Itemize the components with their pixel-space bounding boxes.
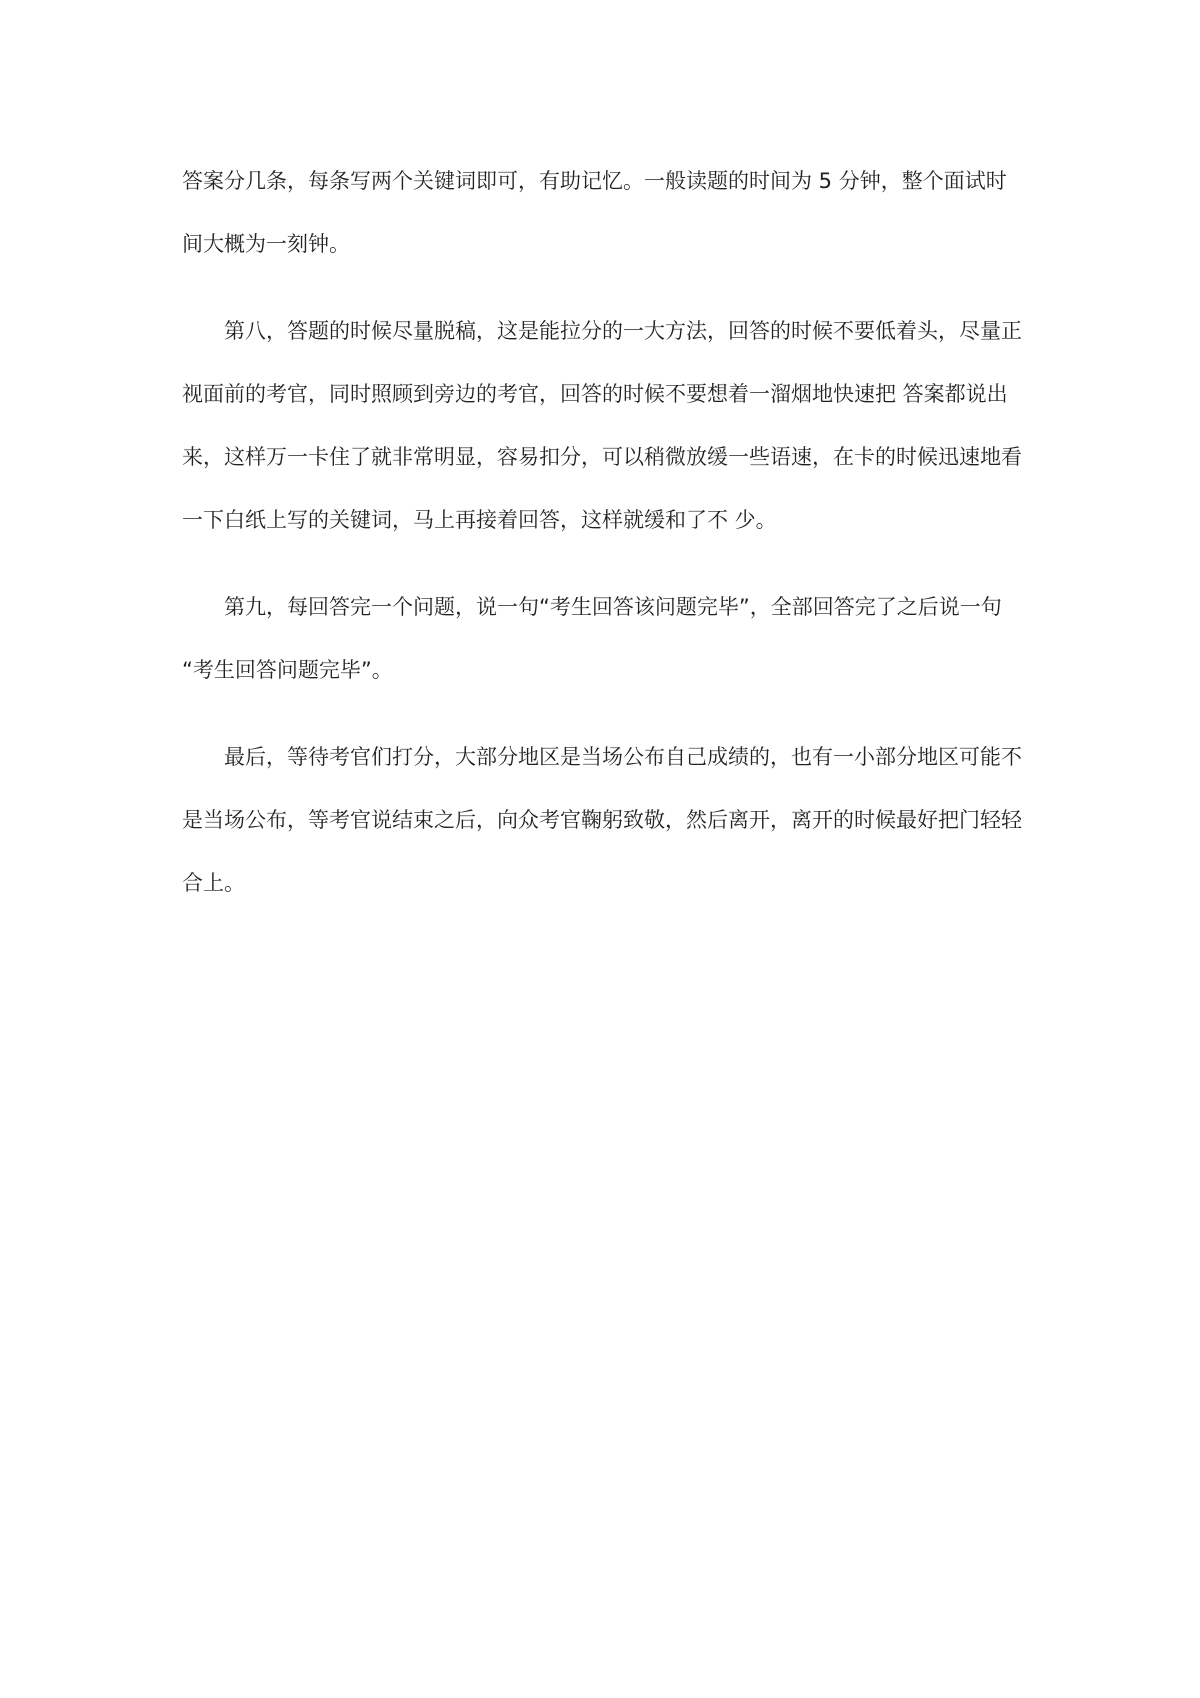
paragraph-line: 一下白纸上写的关键词，马上再接着回答，这样就缓和了不 少。 xyxy=(182,508,777,532)
paragraph-line: “考生回答问题完毕”。 xyxy=(182,658,393,682)
paragraph-line: 最后，等待考官们打分，大部分地区是当场公布自己成绩的，也有一小部分地区可能不 xyxy=(224,745,1022,769)
paragraph-line: 是当场公布，等考官说结束之后，向众考官鞠躬致敬，然后离开，离开的时候最好把门轻轻 xyxy=(182,808,1022,832)
paragraph-line: 第八，答题的时候尽量脱稿，这是能拉分的一大方法，回答的时候不要低着头，尽量正 xyxy=(224,319,1022,343)
paragraph-line: 间大概为一刻钟。 xyxy=(182,232,350,256)
paragraph-line: 合上。 xyxy=(182,871,245,895)
paragraph-line: 视面前的考官，同时照顾到旁边的考官，回答的时候不要想着一溜烟地快速把 答案都说出 xyxy=(182,382,1008,406)
paragraph-line: 来，这样万一卡住了就非常明显，容易扣分，可以稍微放缓一些语速，在卡的时候迅速地看 xyxy=(182,445,1022,469)
paragraph-line: 答案分几条，每条写两个关键词即可，有助记忆。一般读题的时间为 5 分钟，整个面试时 xyxy=(182,169,1007,193)
paragraph-final-tip xyxy=(182,726,1032,915)
paragraph-eighth-tip xyxy=(182,300,1032,552)
paragraph-reading-time xyxy=(182,150,1032,276)
paragraph-line: 第九，每回答完一个问题，说一句“考生回答该问题完毕”，全部回答完了之后说一句 xyxy=(224,595,1002,619)
document-body xyxy=(182,150,1032,915)
paragraph-ninth-tip xyxy=(182,576,1032,702)
